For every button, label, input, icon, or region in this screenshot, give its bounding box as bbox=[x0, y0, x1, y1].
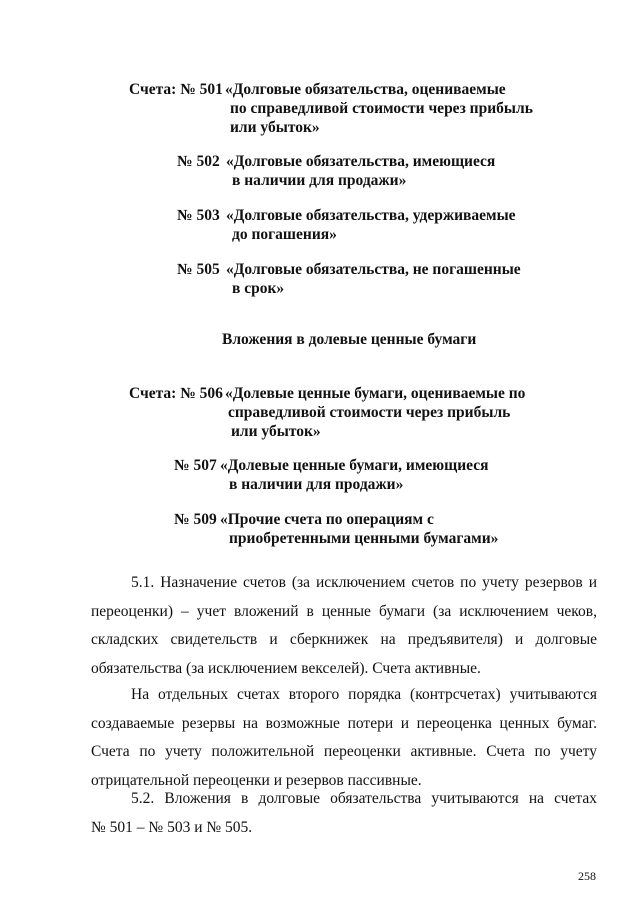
page-number: 258 bbox=[578, 869, 596, 883]
account-505-line-2: в срок» bbox=[232, 280, 285, 297]
account-501-line-2: по справедливой стоимости через прибыль bbox=[230, 100, 533, 117]
account-506-label: Счета: № 506 bbox=[129, 385, 223, 402]
account-509-line-1: «Прочие счета по операциям с bbox=[220, 511, 434, 528]
account-506-line-2: справедливой стоимости через прибыль bbox=[228, 404, 511, 421]
account-502-line-2: в наличии для продажи» bbox=[232, 172, 407, 189]
account-507-line-2: в наличии для продажи» bbox=[229, 476, 404, 493]
account-501-line-1: «Долговые обязательства, оцениваемые bbox=[225, 81, 506, 98]
equity-section-heading: Вложения в долевые ценные бумаги bbox=[222, 331, 477, 348]
account-501-line-3: или убыток» bbox=[230, 119, 320, 136]
account-503-line-1: «Долговые обязательства, удерживаемые bbox=[226, 207, 516, 224]
paragraph-5-2-line-1: 5.2. Вложения в долговые обязательства учитываются на счетах bbox=[131, 790, 597, 807]
account-506-line-3: или убыток» bbox=[231, 423, 321, 440]
paragraph-counter-accounts bbox=[91, 681, 597, 795]
account-509-label: № 509 bbox=[174, 511, 217, 528]
paragraph-counter-line-4: отрицательной переоценки и резервов пассивные. bbox=[91, 771, 422, 789]
account-506-line-1: «Долевые ценные бумаги, оцениваемые по bbox=[225, 385, 526, 402]
account-501-label: Счета: № 501 bbox=[129, 81, 223, 98]
account-502-line-1: «Долговые обязательства, имеющиеся bbox=[226, 153, 496, 170]
paragraph-5-1-line-3: складских свидетельств и сберкнижек на предъявителя) и долговые bbox=[91, 631, 597, 648]
paragraph-counter-line-1: На отдельных счетах второго порядка (контрсчетах) учитываются bbox=[131, 686, 597, 703]
paragraph-5-1-line-1: 5.1. Назначение счетов (за исключением счетов по учету резервов и bbox=[131, 574, 597, 591]
paragraph-counter-line-3: Счета по учету положительной переоценки активные. Счета по учету bbox=[91, 743, 597, 760]
paragraph-5-1-line-2: переоценки) – учет вложений в ценные бумаги (за исключением чеков, bbox=[91, 602, 597, 620]
account-503-label: № 503 bbox=[177, 207, 220, 224]
account-509-line-2: приобретенными ценными бумагами» bbox=[229, 530, 499, 547]
account-505-label: № 505 bbox=[177, 261, 220, 278]
paragraph-5-1-line-4: обязательства (за исключением векселей). Счета активные. bbox=[91, 659, 481, 677]
account-502-label: № 502 bbox=[177, 153, 220, 170]
account-507-line-1: «Долевые ценные бумаги, имеющиеся bbox=[220, 457, 489, 474]
account-503-line-2: до погашения» bbox=[232, 226, 337, 243]
account-507-label: № 507 bbox=[174, 457, 217, 474]
account-505-line-1: «Долговые обязательства, не погашенные bbox=[226, 261, 521, 278]
paragraph-5-2-line-2: № 501 – № 503 и № 505. bbox=[91, 818, 253, 836]
paragraph-5-1 bbox=[91, 569, 597, 683]
paragraph-5-2 bbox=[91, 785, 597, 842]
paragraph-counter-line-2: создаваемые резервы на возможные потери и переоценка ценных бумаг. bbox=[91, 714, 597, 732]
